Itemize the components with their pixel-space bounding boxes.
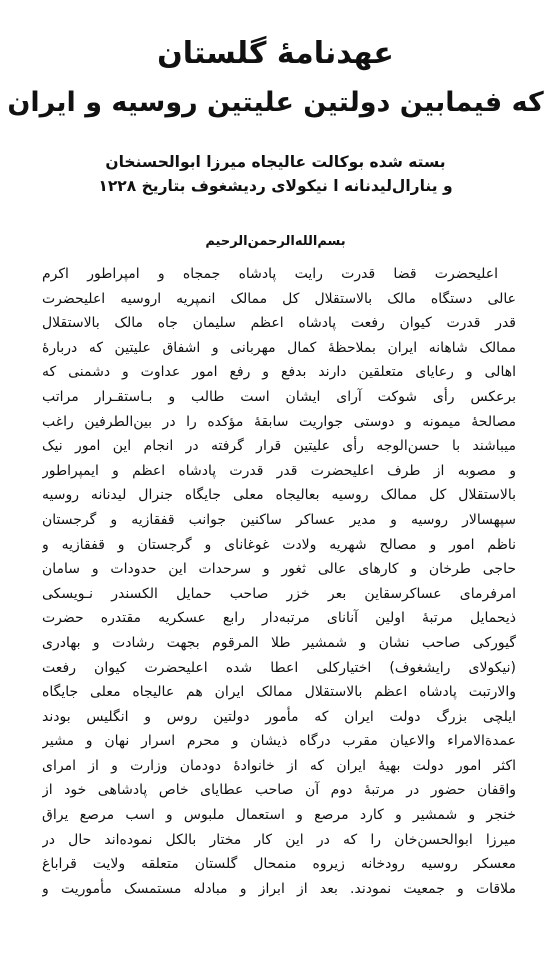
body-line: سپهسالار روسیه و مدیر عساکر ساکنین جوانب قفقازیه و گرجستان bbox=[42, 511, 516, 528]
body-line: ملاقات و جمعیت نمودند. بعد از ابراز و مبادله مستمسک مأموریت و bbox=[42, 880, 516, 897]
body-line: قدر قدرت کیوان رفعت پادشاه اعظم سلیمان جاه مالک بالاستقلال bbox=[42, 315, 516, 332]
body-line: اکثر امور دولت بهیهٔ ایران که از خانوادهٔ دودمان وزارت و از امرای bbox=[42, 757, 516, 774]
body-line: و مصوبه از طرف اعلیحضرت قدر قدرت پادشاه اعظم و ایمپراطور bbox=[42, 462, 516, 479]
basmala-heading: بسم‌الله‌الرحمن‌الرحیم bbox=[205, 234, 346, 249]
body-line: برعکس رأی شوکت آرای ایشان است طالب و بـاستقـرار مراتب bbox=[42, 388, 516, 405]
body-line: واقفان حضور در مرتبهٔ دوم آن صاحب عطایای خاص پادشاهی خود از bbox=[42, 782, 516, 799]
body-line: والارتبت پادشاه اعظم بالاستقلال ممالک ایران هم عالیجاه معلی جایگاه bbox=[42, 684, 516, 701]
body-line: ذیحمایل مرتبهٔ اولین آنانای مرتبه‌دار رابع عسکریه مقتدره حضرت bbox=[42, 610, 516, 627]
body-line: ایلچی بزرگ دولت ایران که مأمور دولتین روس و انگلیس بودند bbox=[42, 708, 516, 725]
signing-note-line-2: و ینارال‌لیدنانه ا نیکولای ردیشغوف بتاریخ ۱۲۲۸ bbox=[98, 177, 453, 195]
body-line: امرفرمای عساکرسقاین بعر خزر صاحب حمایل الکسندر نـویسکی bbox=[42, 585, 516, 602]
body-line: گیورکی صاحب نشان و شمشیر طلا المرقوم بجهت رشادت و بهادری bbox=[42, 634, 516, 651]
body-line: (نیکولای رایشغوف) اختیارکلی اعطا شده اعلیحضرت کیوان رفعت bbox=[42, 659, 516, 676]
body-line: مصالحهٔ میمونه و دوستی جواریت سابقهٔ مؤکده را در بین‌الطرفین راغب bbox=[42, 413, 516, 430]
body-line: اهالی و رعایای متعلقین دارند بدفع و رفع امور عداوت و دشمنی که bbox=[42, 364, 516, 381]
body-line: بالاستقلال کل ممالک روسیه بعالیجاه معلی جایگاه جنرال لیدنانه روسیه bbox=[42, 487, 516, 504]
body-line: اعلیحضرت قضا قدرت رایت پادشاه جمجاه و امپراطور اکرم bbox=[42, 266, 498, 282]
body-line: حاجی طرخان و کارهای عالی ثغور و سرحدات این حدودات و سامان bbox=[42, 561, 516, 578]
body-line: میباشند با حسن‌الوجه رأی علیتین قرار گرفته در انجام این امور نیک bbox=[42, 438, 516, 455]
body-line: عالی دستگاه مالک بالاستقلال کل ممالک انمپریه اروسیه اعلیحضرت bbox=[42, 290, 516, 307]
signing-note-line-1: بسته شده بوکالت عالیجاه میرزا ابوالحسنخان bbox=[105, 153, 446, 171]
body-line: میرزا ابوالحسن‌خان را که در این کار مختار بالکل نموده‌اند حال در bbox=[42, 831, 516, 848]
treaty-title: عهدنامهٔ گلستان bbox=[157, 36, 394, 71]
body-line: ممالک شاهانه ایران بملاحظهٔ کمال مهربانی و اشفاق علیتین که دربارهٔ bbox=[42, 339, 516, 356]
body-line: عمدةالامراء والاعیان مقرب درگاه ذیشان و محرم اسرار نهان و مشیر bbox=[42, 733, 516, 750]
body-line: معسکر روسیه رودخانه زیروه منمحال گلستان متعلقه ولایت قراباغ bbox=[42, 856, 516, 873]
body-line: ناظم امور و مصالح شهریه ولادت غوغانای و گرجستان و قفقازیه و bbox=[42, 536, 516, 553]
treaty-body-text bbox=[42, 262, 516, 901]
body-line: خنجر و شمشیر و کارد مرصع و استعمال ملبوس و اسب مرصع یراق bbox=[42, 807, 516, 824]
treaty-subtitle-heading: که فیمابین دولتین علیتین روسیه و ایران bbox=[7, 87, 544, 118]
